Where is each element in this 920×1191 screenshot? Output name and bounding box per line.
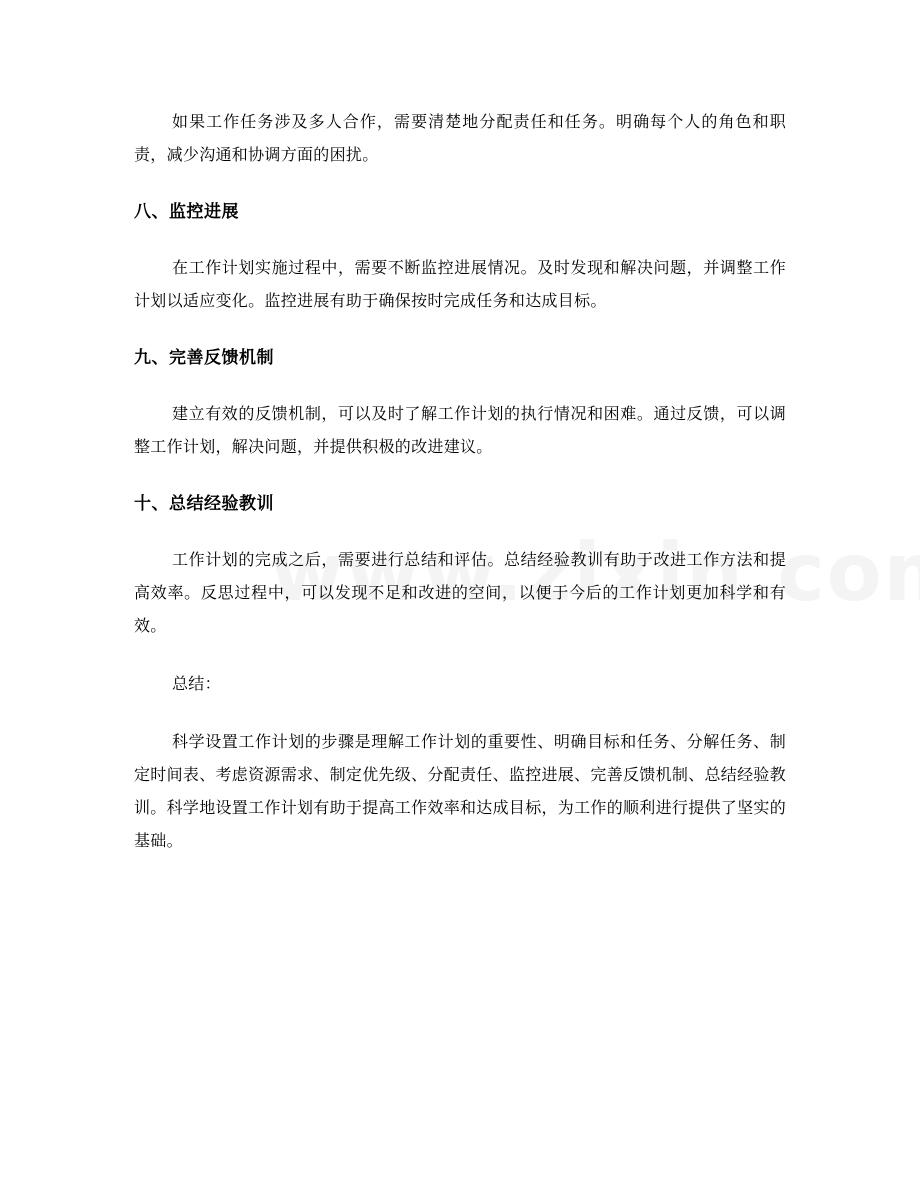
summary-label: 总结： (172, 674, 221, 693)
paragraph-monitor-progress: 在工作计划实施过程中，需要不断监控进展情况。及时发现和解决问题，并调整工作计划以适应变化。监控进展有助于确保按时完成任务和达成目标。 (134, 258, 786, 310)
paragraph-responsibility: 如果工作任务涉及多人合作，需要清楚地分配责任和任务。明确每个人的角色和职责，减少沟通和协调方面的困扰。 (134, 112, 786, 164)
heading-lessons-learned: 十、总结经验教训 (134, 494, 274, 514)
document-body (134, 105, 786, 857)
paragraph-lessons-learned: 工作计划的完成之后，需要进行总结和评估。总结经验教训有助于改进工作方法和提高效率。反思过程中，可以发现不足和改进的空间，以便于今后的工作计划更加科学和有效。 (134, 550, 786, 635)
heading-feedback-mechanism: 九、完善反馈机制 (134, 348, 274, 368)
paragraph-summary: 科学设置工作计划的步骤是理解工作计划的重要性、明确目标和任务、分解任务、制定时间表、考虑资源需求、制定优先级、分配责任、监控进展、完善反馈机制、总结经验教训。科学地设置工作计划有助于提高工作效率和达成目标，为工作的顺利进行提供了坚实的基础。 (134, 732, 787, 850)
paragraph-feedback-mechanism: 建立有效的反馈机制，可以及时了解工作计划的执行情况和困难。通过反馈，可以调整工作计划，解决问题，并提供积极的改进建议。 (134, 404, 786, 456)
heading-monitor-progress: 八、监控进展 (134, 202, 239, 222)
